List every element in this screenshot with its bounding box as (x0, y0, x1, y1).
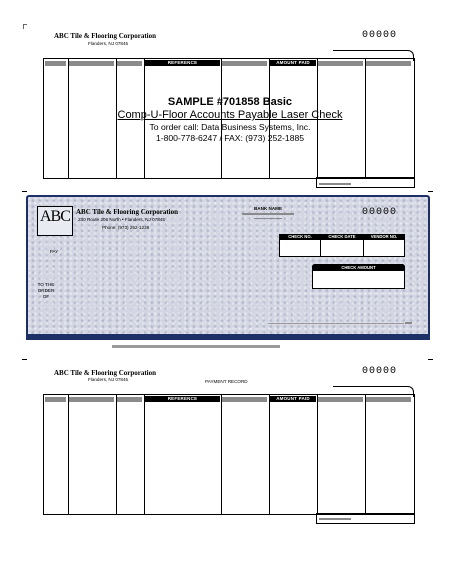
header-bar (69, 61, 114, 66)
perforation-mark (22, 359, 27, 360)
bank-name-bar (254, 218, 282, 219)
header-bar (45, 397, 66, 402)
pay-label: PAY (49, 249, 59, 254)
header-bar (117, 61, 142, 66)
sample-order-line: To order call: Data Business Systems, Inc. (149, 122, 311, 132)
company-logo (37, 206, 73, 236)
total-bar (319, 518, 351, 520)
reference-header-bottom: REFERENCE (145, 396, 220, 402)
header-bar (117, 397, 142, 402)
to-the-label: TO THE (37, 282, 55, 287)
company-city-top: Flanders, NJ 07845 (88, 41, 129, 46)
logo-text: ABC (40, 208, 70, 225)
header-bar (318, 397, 363, 402)
sample-notice (90, 96, 370, 144)
perforation-mark (428, 359, 433, 360)
header-bar (366, 397, 411, 402)
of-label: OF (42, 294, 50, 299)
company-phone-check: Phone: (973) 252-1236 (102, 225, 150, 230)
perforation-mark (428, 191, 433, 192)
check-date-header: CHECK DATE (320, 234, 364, 240)
check-number-check: 00000 (362, 207, 398, 218)
header-bar (69, 397, 114, 402)
header-bar (222, 61, 267, 66)
header-bar (366, 61, 411, 66)
check-no-header: CHECK NO. (279, 234, 321, 240)
micr-line-bar (112, 345, 280, 348)
header-bar (222, 397, 267, 402)
signature-bar (405, 322, 412, 324)
company-name-bottom: ABC Tile & Flooring Corporation (54, 369, 157, 377)
stub-table-bottom (43, 394, 415, 515)
header-bar (45, 61, 66, 66)
perforation-mark (22, 191, 27, 192)
amount-paid-header-top: AMOUNT PAID (270, 60, 316, 66)
sample-title: SAMPLE #701858 Basic (167, 96, 293, 108)
sample-subtitle: Comp-U-Floor Accounts Payable Laser Check (117, 109, 343, 121)
order-label: ORDER (37, 288, 55, 293)
bank-name-label: BANK NAME (253, 206, 283, 211)
company-name-check: ABC Tile & Flooring Corporation (76, 208, 179, 216)
payment-record-label: PAYMENT RECORD (205, 379, 248, 384)
check-number-top: 00000 (362, 30, 398, 41)
corner-mark (23, 24, 27, 29)
company-name-top: ABC Tile & Flooring Corporation (54, 32, 157, 40)
vendor-no-header: VENDOR NO. (363, 234, 405, 240)
reference-header-top: REFERENCE (145, 60, 220, 66)
bank-name-bar (242, 213, 294, 215)
total-bar (319, 183, 351, 185)
check-bottom-band (26, 334, 430, 340)
header-bar (318, 61, 363, 66)
signature-line (268, 323, 404, 324)
company-city-bottom: Flanders, NJ 07845 (88, 377, 129, 382)
check-amount-header: CHECK AMOUNT (312, 264, 405, 271)
company-address-check: 230 Route 206 North • Flanders, NJ 07845 (78, 217, 165, 222)
sample-phone-line: 1-800-778-6247 / FAX: (973) 252-1885 (155, 133, 305, 143)
check-number-bottom: 00000 (362, 366, 398, 377)
amount-paid-header-bottom: AMOUNT PAID (270, 396, 316, 402)
